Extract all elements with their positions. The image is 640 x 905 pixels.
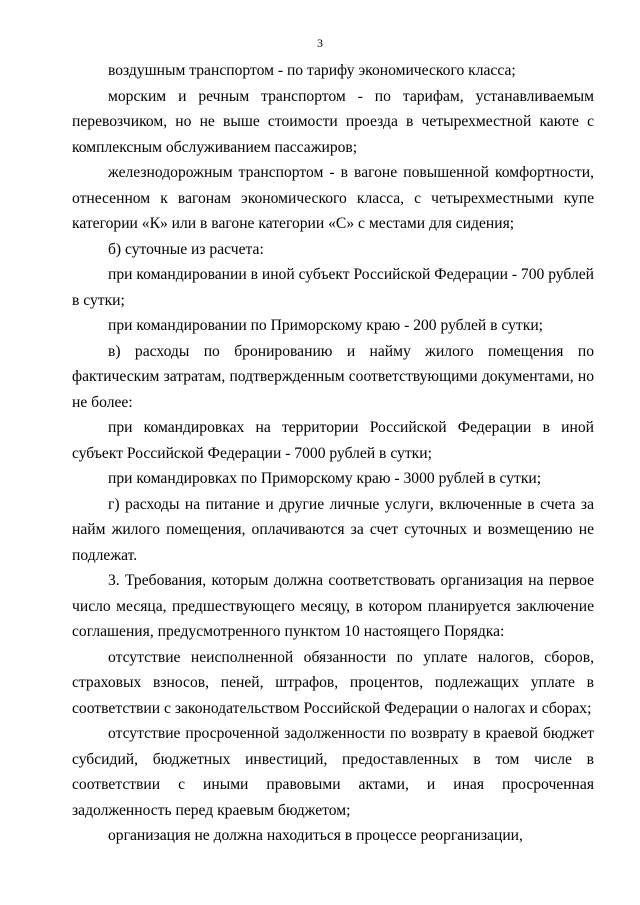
paragraph-per-diem-heading: б) суточные из расчета: [108, 240, 264, 258]
paragraph-requirements-heading: 3. Требования, которым должна соответствовать организация на первое число месяца, предшествующего месяцу, в котором планируется заключение соглашения, предусмотренного пунктом 10 настоящего Порядка: [72, 572, 594, 640]
page-number: 3 [317, 36, 323, 50]
paragraph-accommodation-heading: в) расходы по бронированию и найму жилого помещения по фактическим затратам, подтвержденным соответствующими документами, но не более: [72, 342, 594, 411]
paragraph-no-reorganization: организация не должна находиться в процессе реорганизации, [108, 827, 523, 844]
paragraph-sea-river-transport: морским и речным транспортом - по тарифам, устанавливаемым перевозчиком, но не выше стоимости проезда в четырехместной каюте с комплексным обслуживанием пассажиров; [72, 87, 594, 156]
paragraph-accommodation-federal: при командировках на территории Российской Федерации в иной субъект Российской Федерации - 7000 рублей в сутки; [72, 419, 594, 462]
paragraph-per-diem-federal: при командировании в иной субъект Российской Федерации - 700 рублей в сутки; [72, 266, 594, 309]
paragraph-air-transport: воздушным транспортом - по тарифу экономического класса; [108, 62, 516, 79]
paragraph-accommodation-primorsky: при командировках по Приморскому краю - 3000 рублей в сутки; [108, 470, 542, 487]
paragraph-meals-services: г) расходы на питание и другие личные услуги, включенные в счета за найм жилого помещения, оплачиваются за счет суточных и возмещению не подлежат. [72, 495, 594, 564]
paragraph-per-diem-primorsky: при командировании по Приморскому краю - 200 рублей в сутки; [108, 317, 543, 334]
paragraph-no-tax-debt: отсутствие неисполненной обязанности по уплате налогов, сборов, страховых взносов, пеней, штрафов, процентов, подлежащих уплате в соответствии с законодательством Российской Федерации о налогах и сборах; [72, 648, 594, 717]
document-body [72, 58, 594, 849]
paragraph-no-budget-debt: отсутствие просроченной задолженности по возврату в краевой бюджет субсидий, бюджетных инвестиций, предоставленных в том числе в соответствии с иными правовыми актами, и иная просроченная задолженность перед краевым бюджетом; [72, 725, 594, 819]
paragraph-rail-transport: железнодорожным транспортом - в вагоне повышенной комфортности, отнесенном к вагонам экономического класса, с четырехместными купе категории «К» или в вагоне категории «С» с местами для сидения; [72, 164, 594, 232]
